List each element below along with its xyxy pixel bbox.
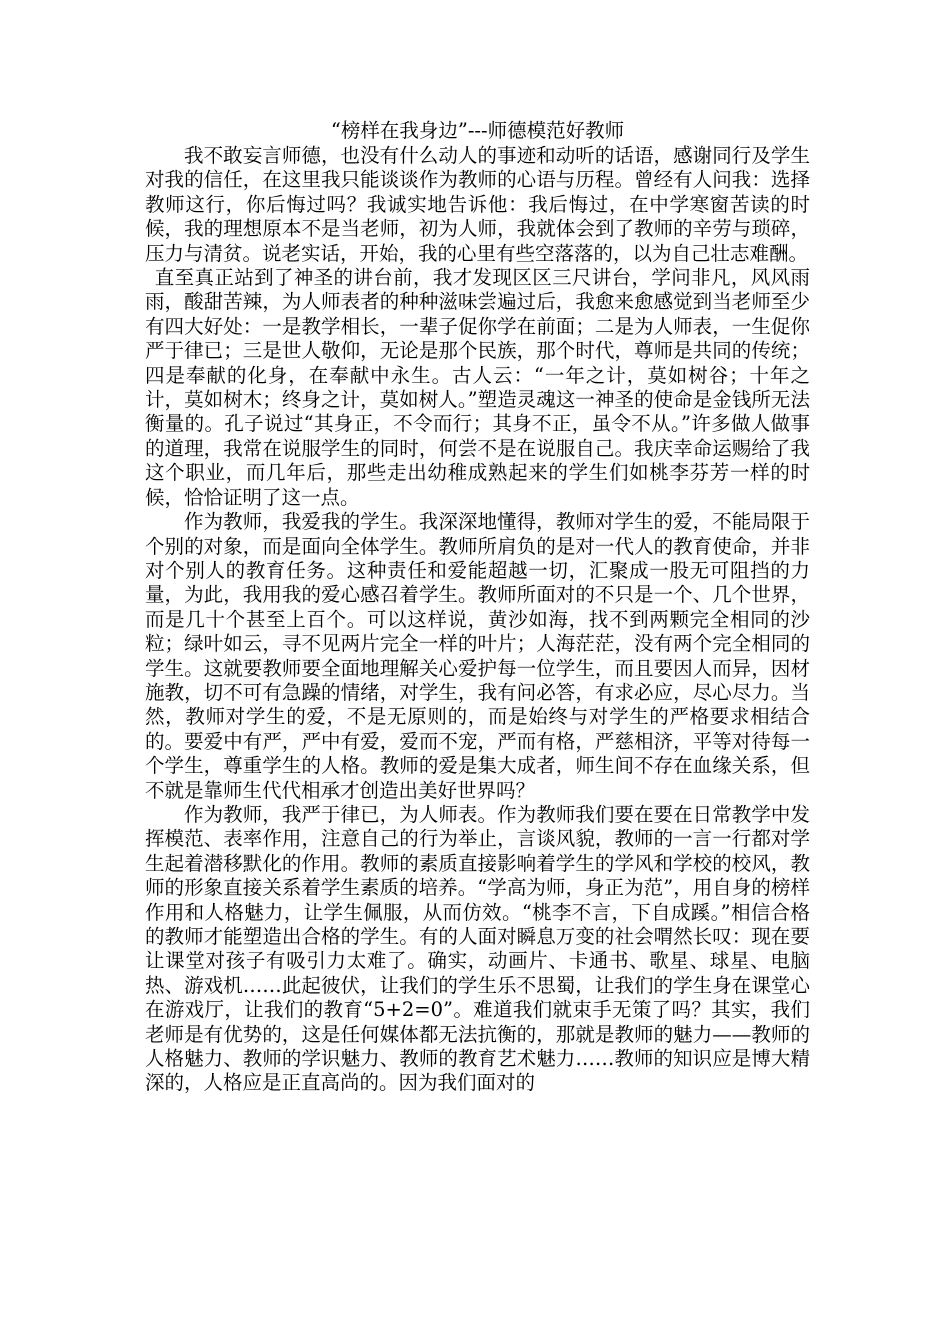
paragraph-self-discipline: 作为教师，我严于律已，为人师表。作为教师我们要在要在日常教学中发挥模范、表率作用，注意自己的行为举止，言谈风貌，教师的一言一行都对学生起着潜移默化的作用。教师的素质直接影响着学生的学风和学校的校风，教师的形象直接关系着学生素质的培养。“学高为师，身正为范”，用自身的榜样作用和人格魅力，让学生佩服，从而仿效。“桃李不言，下自成蹊。”相信合格的教师才能塑造出合格的学生。有的人面对瞬息万变的社会喟然长叹：现在要让课堂对孩子有吸引力太难了。确实，动画片、卡通书、歌星、球星、电脑热、游戏机……此起彼伏，让我们的学生乐不思蜀，让我们的学生身在课堂心在游戏厅，让我们的教育“5+2=0”。难道我们就束手无策了吗？其实，我们老师是有优势的，这是任何媒体都无法抗衡的，那就是教师的魅力——教师的人格魅力、教师的学识魅力、教师的教育艺术魅力……教师的知识应是博大精深的，人格应是正直高尚的。因为我们面对的 [145, 802, 810, 1095]
paragraph-intro: 我不敢妄言师德，也没有什么动人的事迹和动听的话语，感谢同行及学生对我的信任，在这里我只能谈谈作为教师的心语与历程。曾经有人问我：选择教师这行，你后悔过吗？我诚实地告诉他：我后悔过，在中学寒窗苦读的时候，我的理想原本不是当老师，初为人师，我就体会到了教师的辛劳与琐碎，压力与清贫。说老实话，开始，我的心里有些空落落的，以为自己壮志难酬。 [145, 144, 810, 265]
paragraph-podium: 直至真正站到了神圣的讲台前，我才发现区区三尺讲台，学问非凡，风风雨雨，酸甜苦辣，为人师表者的种种滋味尝遍过后，我愈来愈感觉到当老师至少有四大好处：一是教学相长，一辈子促你学在前面；二是为人师表，一生促你严于律已；三是世人敬仰，无论是那个民族，那个时代，尊师是共同的传统；四是奉献的化身，在奉献中永生。古人云：“一年之计，莫如树谷；十年之计，莫如树木；终身之计，莫如树人。”塑造灵魂这一神圣的使命是金钱所无法衡量的。孔子说过“其身正，不令而行；其身不正，虽令不从。”许多做人做事的道理，我常在说服学生的同时，何尝不是在说服自己。我庆幸命运赐给了我这个职业，而几年后，那些走出幼稚成熟起来的学生们如桃李芬芳一样的时候，恰恰证明了这一点。 [145, 266, 810, 509]
document-title: “榜样在我身边”---师德模范好教师 [330, 119, 625, 142]
paragraph-love-students: 作为教师，我爱我的学生。我深深地懂得，教师对学生的爱，不能局限于个别的对象，而是面向全体学生。教师所肩负的是对一代人的教育使命，并非对个别人的教育任务。这种责任和爱能超越一切，汇聚成一股无可阻挡的力量，为此，我用我的爱心感召着学生。教师所面对的不只是一个、几个世界，而是几十个甚至上百个。可以这样说，黄沙如海，找不到两颗完全相同的沙粒；绿叶如云，寻不见两片完全一样的叶片；人海茫茫，没有两个完全相同的学生。这就要教师要全面地理解关心爱护每一位学生，而且要因人而异，因材施教，切不可有急躁的情绪，对学生，我有问必答，有求必应，尽心尽力。当然，教师对学生的爱，不是无原则的，而是始终与对学生的严格要求相结合的。要爱中有严，严中有爱，爱而不宠，严而有格，严慈相济，平等对待每一个学生，尊重学生的人格。教师的爱是集大成者，师生间不存在血缘关系，但不就是靠师生代代相承才创造出美好世界吗？ [145, 510, 810, 802]
document-body [145, 118, 810, 1096]
